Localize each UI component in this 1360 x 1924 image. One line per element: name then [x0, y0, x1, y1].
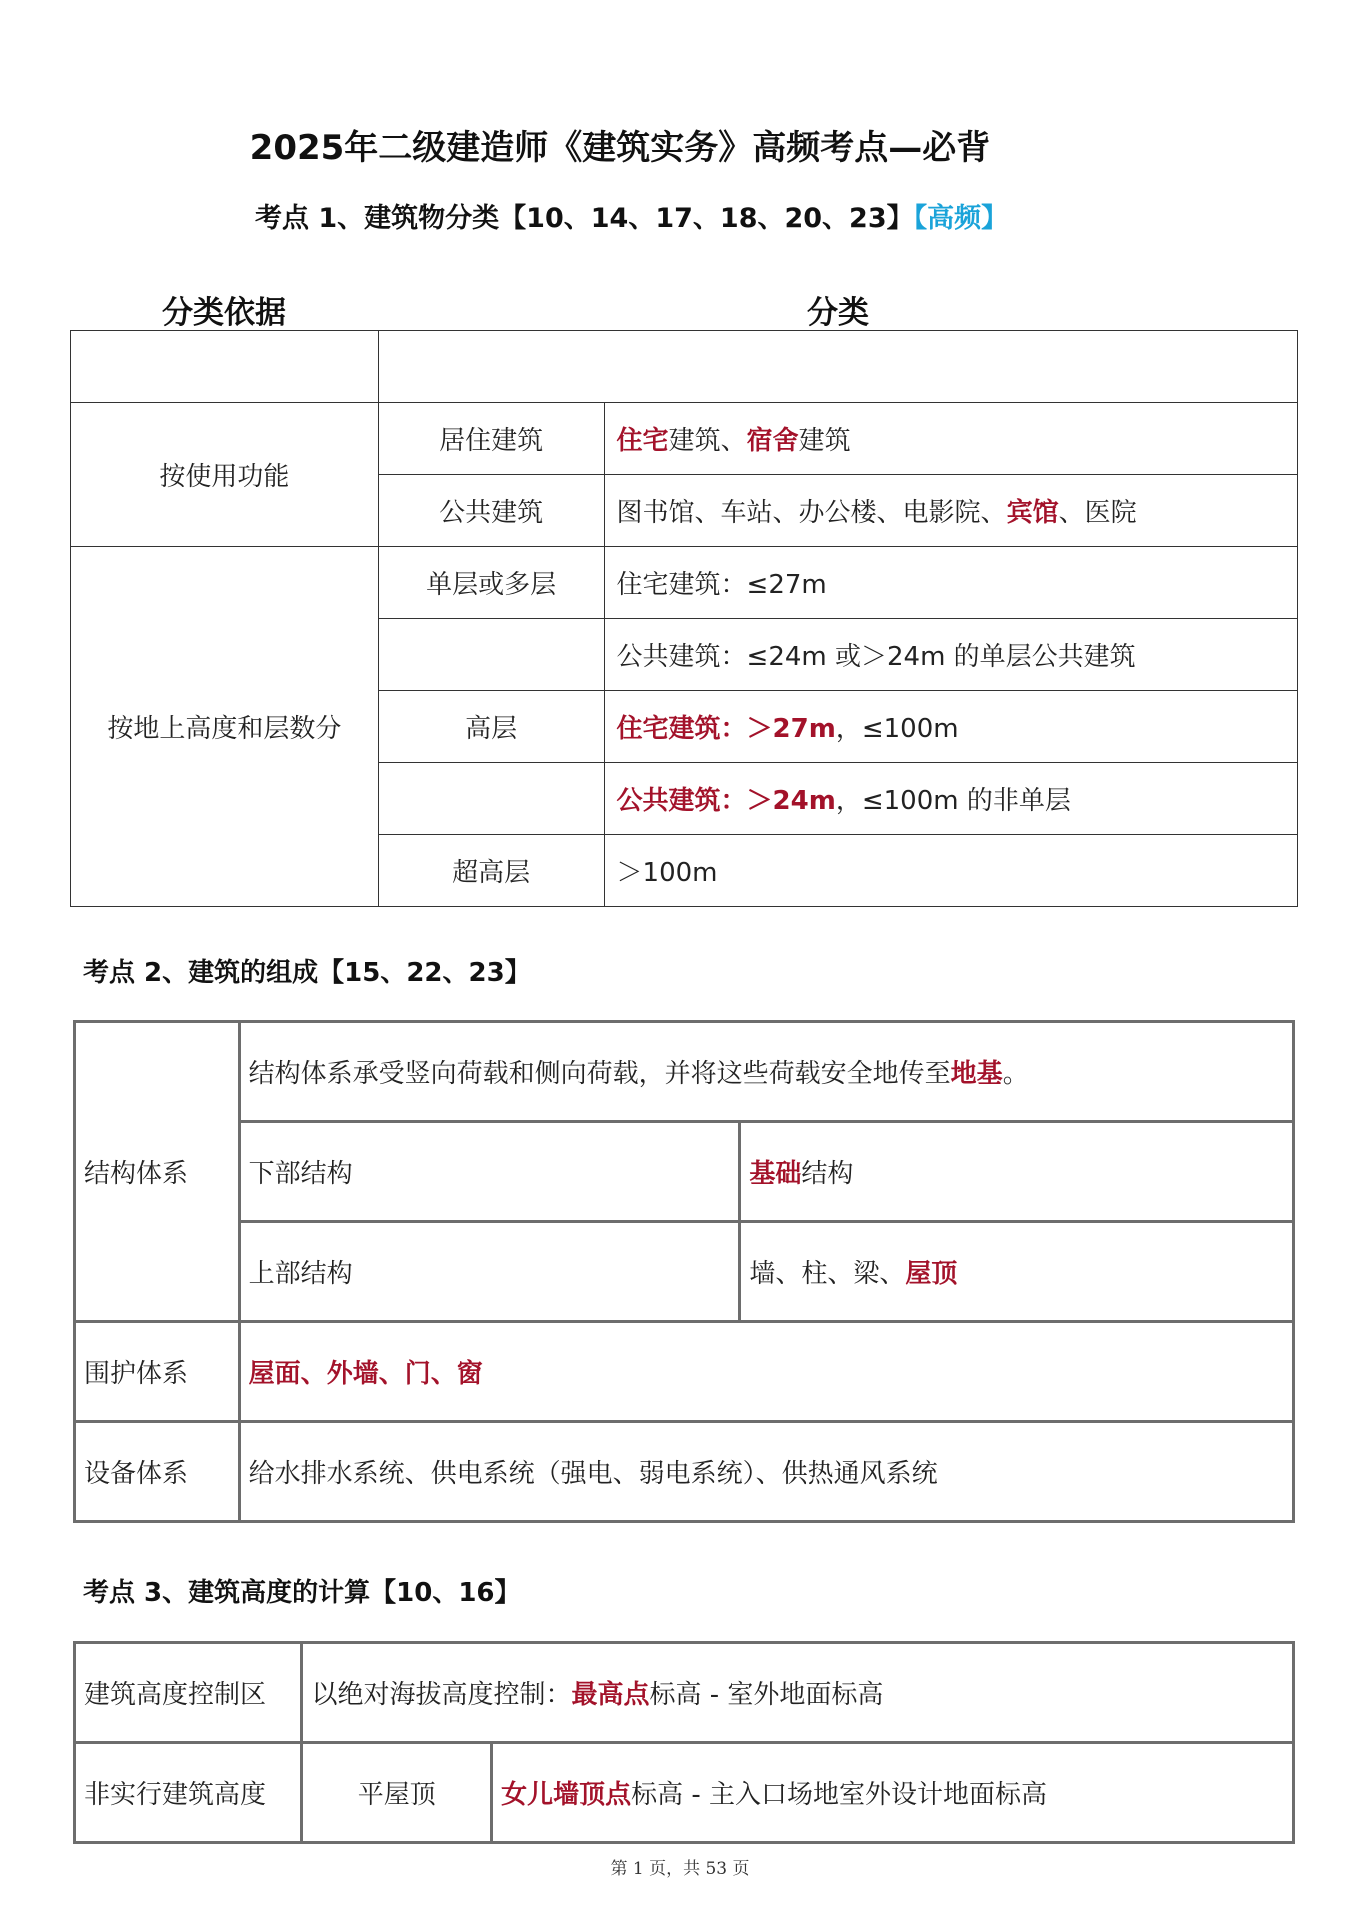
table-row — [71, 547, 1298, 619]
text: 、医院 — [1058, 498, 1137, 528]
lower-structure-label: 下部结构 — [239, 1122, 740, 1222]
text: 标高 - 室外地面标高 — [649, 1680, 884, 1710]
red-text: 屋面 — [248, 1359, 301, 1389]
text: 图书馆、车站、办公楼、电影院、 — [616, 498, 1007, 528]
table-row — [71, 403, 1298, 475]
table-row — [75, 1222, 1294, 1322]
text: 结构 — [801, 1159, 854, 1189]
non-control-label: 非实行建筑高度 — [75, 1743, 302, 1843]
flat-roof-label: 平屋顶 — [302, 1743, 492, 1843]
text: ，≤100m 的非单层 — [835, 786, 1071, 816]
building-height-table — [73, 1641, 1295, 1844]
flat-roof-value — [492, 1743, 1294, 1843]
text: ，≤100m — [835, 714, 959, 744]
single-multi-res: 住宅建筑：≤27m — [604, 547, 1297, 619]
empty-cell — [378, 331, 1297, 403]
control-zone-value — [302, 1643, 1294, 1743]
red-text: 门 — [404, 1359, 431, 1389]
section1-heading-text: 考点 1、建筑物分类【10、14、17、18、20、23】 — [255, 203, 914, 234]
red-text: 、 — [378, 1359, 405, 1389]
residential-label: 居住建筑 — [378, 403, 604, 475]
red-text: 屋顶 — [905, 1259, 958, 1289]
red-text: 地基 — [950, 1059, 1003, 1089]
table-row — [75, 1422, 1294, 1522]
structure-label: 结构体系 — [75, 1022, 240, 1322]
red-text: 住宅建筑：＞27m — [616, 714, 836, 744]
lower-structure-value — [740, 1122, 1294, 1222]
super-high-label: 超高层 — [378, 835, 604, 907]
enclosure-value — [239, 1322, 1293, 1422]
text: 标高 - 主入口场地室外设计地面标高 — [631, 1780, 1048, 1810]
red-text: 最高点 — [571, 1680, 650, 1710]
section2-heading: 考点 2、建筑的组成【15、22、23】 — [83, 958, 531, 988]
basis-use-function: 按使用功能 — [71, 403, 379, 547]
upper-structure-value — [740, 1222, 1294, 1322]
single-multi-pub: 公共建筑：≤24m 或＞24m 的单层公共建筑 — [604, 619, 1297, 691]
text: 结构体系承受竖向荷载和侧向荷载，并将这些荷载安全地传至 — [248, 1059, 951, 1089]
building-classification-table — [70, 330, 1298, 907]
red-text: 宿舍 — [746, 426, 799, 456]
text: 墙、柱、梁、 — [749, 1259, 906, 1289]
red-text: 、 — [300, 1359, 327, 1389]
table-row — [71, 331, 1298, 403]
high-rise-res — [604, 691, 1297, 763]
table-row — [75, 1322, 1294, 1422]
public-label: 公共建筑 — [378, 475, 604, 547]
red-text: 公共建筑：＞24m — [616, 786, 836, 816]
text: 建筑、 — [668, 426, 747, 456]
text: 。 — [1002, 1059, 1029, 1089]
red-text: 女儿墙顶点 — [501, 1780, 632, 1810]
red-text: 基础 — [749, 1159, 802, 1189]
table-row — [75, 1643, 1294, 1743]
table-row — [75, 1743, 1294, 1843]
upper-structure-label: 上部结构 — [239, 1222, 740, 1322]
table-row — [75, 1022, 1294, 1122]
red-text: 宾馆 — [1006, 498, 1059, 528]
super-high-value: ＞100m — [604, 835, 1297, 907]
control-zone-label: 建筑高度控制区 — [75, 1643, 302, 1743]
red-text: 住宅 — [616, 426, 669, 456]
text: 以绝对海拔高度控制： — [311, 1680, 572, 1710]
structure-desc — [239, 1022, 1293, 1122]
document-title: 2025年二级建造师《建筑实务》高频考点—必背 — [249, 128, 991, 168]
high-frequency-tag: 【高频】 — [913, 203, 1009, 234]
building-composition-table — [73, 1020, 1295, 1523]
red-text: 外墙 — [326, 1359, 379, 1389]
red-text: 窗 — [456, 1359, 483, 1389]
column-header-class: 分类 — [807, 295, 869, 331]
single-multi-label: 单层或多层 — [378, 547, 604, 619]
equipment-value: 给水排水系统、供电系统（强电、弱电系统）、供热通风系统 — [239, 1422, 1293, 1522]
high-rise-label: 高层 — [378, 691, 604, 763]
basis-height-floors: 按地上高度和层数分 — [71, 547, 379, 907]
table-row — [75, 1122, 1294, 1222]
section3-heading: 考点 3、建筑高度的计算【10、16】 — [83, 1578, 521, 1608]
text: 建筑 — [798, 426, 851, 456]
section1-heading — [255, 196, 1008, 235]
red-text: 、 — [430, 1359, 457, 1389]
empty-cell — [378, 763, 604, 835]
page-number: 第 1 页，共 53 页 — [610, 1859, 750, 1879]
equipment-label: 设备体系 — [75, 1422, 240, 1522]
public-value — [604, 475, 1297, 547]
high-rise-pub — [604, 763, 1297, 835]
empty-cell — [378, 619, 604, 691]
residential-value — [604, 403, 1297, 475]
enclosure-label: 围护体系 — [75, 1322, 240, 1422]
empty-cell — [71, 331, 379, 403]
column-header-basis: 分类依据 — [162, 295, 286, 331]
